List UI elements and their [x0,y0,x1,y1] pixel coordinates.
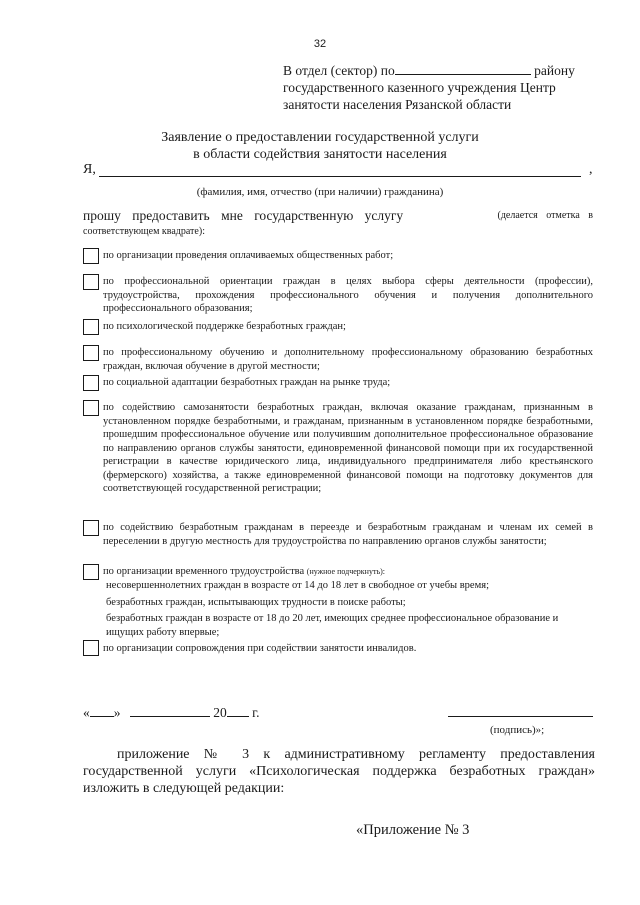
temporary-employment-note: (нужное подчеркнуть): [306,567,385,576]
service-label: по содействию безработным гражданам в переезде и безработным гражданам и членам их семей в переселении в другую местность для трудоустройства по направлению органов службы занятости; [103,522,593,547]
year-prefix: 20 [213,705,227,720]
applicant-name-hint: (фамилия, имя, отчество (при наличии) гражданина) [196,186,444,198]
intro-note: (делается отметка в [497,210,593,221]
service-item [83,272,593,316]
intro-line-2: соответствующем квадрате): [83,226,205,237]
service-item [83,374,593,392]
applicant-prefix: Я, [83,162,96,177]
address-line-1 [283,62,613,79]
district-blank [395,62,531,75]
address-line-2: государственного казенного учреждения Центр [283,80,556,95]
temporary-option[interactable]: безработных граждан, испытывающих трудности в поиске работы; [106,597,406,608]
service-label: по организации сопровождения при содействии занятости инвалидов. [103,643,417,654]
service-label: по профессиональному обучению и дополнительному профессиональному образованию безработных граждан, включая обучение в другой местности; [103,347,593,372]
service-checkbox[interactable] [83,248,99,264]
date-open-quote: « [83,705,90,720]
applicant-name-blank [99,176,581,177]
document-title-line-1: Заявление о предоставлении государственной услуги [161,130,479,145]
service-item [83,640,593,658]
address-prefix: В отдел (сектор) по [283,63,395,78]
service-item [83,520,593,564]
service-checkbox[interactable] [83,274,99,290]
service-checkbox[interactable] [83,640,99,656]
service-label: по организации проведения оплачиваемых общественных работ; [103,250,394,261]
signature-hint: (подпись)»; [490,724,545,736]
service-checkbox[interactable] [83,375,99,391]
request-intro [83,208,593,240]
temporary-employment-label: по организации временного трудоустройства [103,566,305,577]
year-suffix: г. [252,705,260,720]
annex-title: «Приложение № 3 [356,822,470,838]
service-item [83,345,593,375]
applicant-name-line [83,162,601,178]
day-blank[interactable] [90,704,114,717]
service-label: по социальной адаптации безработных граждан на рынке труда; [103,377,391,388]
applicant-suffix: , [589,162,593,177]
service-checkbox[interactable] [83,345,99,361]
temporary-option[interactable]: несовершеннолетних граждан в возрасте от 14 до 18 лет в свободное от учебы время; [106,580,489,591]
year-blank[interactable] [227,704,249,717]
service-label [103,565,593,579]
address-line-3: занятости населения Рязанской области [283,97,512,112]
date-field [83,704,260,721]
month-blank[interactable] [130,704,210,717]
service-checkbox[interactable] [83,319,99,335]
service-label: по психологической поддержке безработных граждан; [103,321,346,332]
service-label: по профессиональной ориентации граждан в целях выбора сферы деятельности (профессии), трудоустройства, прохождения профессионального обучения и получения дополнительного профессионального образования; [103,276,593,314]
service-item [83,399,593,521]
page-number: 32 [313,38,327,50]
annex-paragraph [83,746,595,797]
date-close-quote: » [113,705,121,720]
service-label: по содействию самозанятости безработных граждан, включая оказание гражданам, признанным в установленном порядке безработными, и гражданам, признанным в установленном порядке безработными, прошедшим профессиональное обучение или получившим дополнительное профессиональное образование по направлению органов службы занятости, единовременной финансовой помощи при их государственной регистрации в качестве юридического лица, индивидуального предпринимателя либо крестьянского (фермерского) хозяйства, а также единовременной финансовой помощи на подготовку документов для соответствующей государственной регистрации; [103,402,593,494]
service-checkbox[interactable] [83,400,99,416]
document-title-line-2: в области содействия занятости населения [193,147,447,162]
address-suffix: району [534,63,575,78]
service-item [83,246,593,264]
signature-line[interactable] [448,716,593,717]
service-checkbox[interactable] [83,564,99,580]
temporary-option[interactable]: безработных граждан в возрасте от 18 до 20 лет, имеющих среднее профессиональное образование и ищущих работу впервые; [106,613,559,638]
intro-line-1: прошу предоставить мне государственную услугу [83,208,404,223]
annex-text: приложение № 3 к административному регламенту предоставления государственной услуги «Психологическая поддержка безработных граждан» изложить в следующей редакции: [83,747,595,796]
service-checkbox[interactable] [83,520,99,536]
service-item [83,318,593,336]
